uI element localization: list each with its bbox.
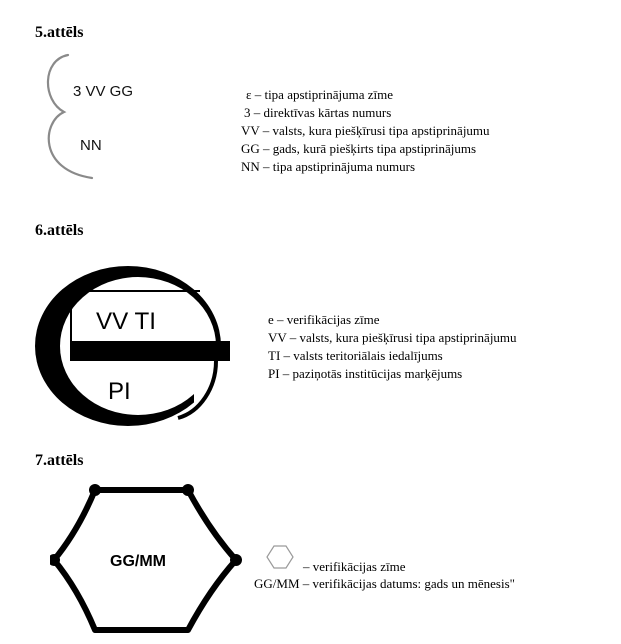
verification-e-mark [30,262,230,432]
mark-top-text: 3 VV GG [73,83,134,100]
figure-7-heading: 7.attēls [35,452,84,469]
mark-date-text: GG/MM [110,553,166,570]
legend-line: TI – valsts teritoriālais iedalījums [268,348,443,363]
figure-5-legend [241,86,490,176]
figure-6-legend [268,311,517,383]
legend-line: PI – paziņotās institūcijas marķējums [268,366,463,381]
mark-top-text: VV TI [96,308,156,335]
hexagon-corner [182,484,194,496]
legend-line: ε – tipa apstiprinājuma zīme [246,87,393,102]
legend-line: 3 – direktīvas kārtas numurs [244,105,392,120]
hexagon-verification-mark [50,476,250,644]
legend-line: GG – gads, kurā piešķirts tipa apstiprinājums [241,141,477,156]
epsilon-approval-mark [40,50,210,185]
legend-line: GG/MM – verifikācijas datums: gads un mēnesis" [254,576,515,591]
mark-bottom-text: NN [80,137,102,154]
legend-line: e – verifikācijas zīme [268,312,380,327]
hexagon-corner [89,484,101,496]
legend-line: – verifikācijas zīme [303,559,406,574]
e-crossbar [70,341,230,361]
figure-6-heading: 6.attēls [35,222,84,239]
e-left-border [70,290,72,343]
hexagon-corner [230,554,242,566]
epsilon-shape [48,55,92,178]
legend-line: VV – valsts, kura piešķīrusi tipa apstiprinājumu [241,123,490,138]
legend-line: VV – valsts, kura piešķīrusi tipa apstiprinājumu [268,330,517,345]
e-upper-border [70,290,200,292]
legend-line: NN – tipa apstiprinājuma numurs [241,159,416,174]
figure-5-heading: 5.attēls [35,24,84,41]
mark-bottom-text: PI [108,378,131,405]
small-hexagon-icon [266,544,296,570]
